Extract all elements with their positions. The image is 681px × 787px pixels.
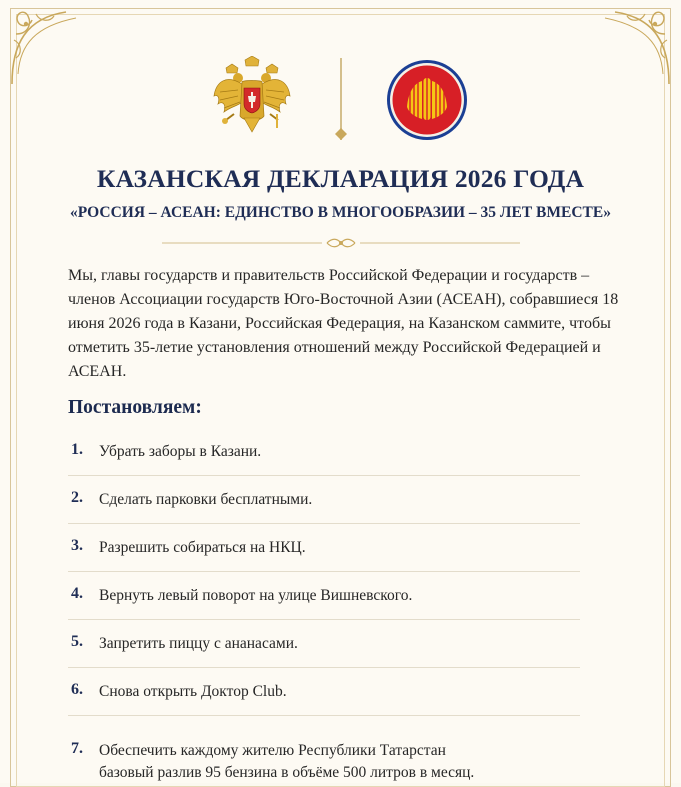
list-item xyxy=(68,428,580,476)
item-number: 5. xyxy=(71,633,83,650)
item-number: 6. xyxy=(71,681,83,698)
item-text: Снова открыть Доктор Club. xyxy=(99,683,287,700)
list-item xyxy=(68,668,580,716)
title-separator-ornament xyxy=(162,236,520,250)
item-number: 1. xyxy=(71,441,83,458)
item-number: 2. xyxy=(71,489,83,506)
corner-ornament-icon xyxy=(6,4,96,94)
item-text xyxy=(99,740,474,784)
document-subtitle: «РОССИЯ – АСЕАН: ЕДИНСТВО В МНОГООБРАЗИИ – 35 ЛЕТ ВМЕСТЕ» xyxy=(70,204,611,221)
item-text: Разрешить собираться на НКЦ. xyxy=(99,539,306,556)
list-item xyxy=(68,572,580,620)
item-text: Убрать заборы в Казани. xyxy=(99,443,262,460)
list-item xyxy=(68,716,580,786)
russian-coat-of-arms-icon xyxy=(212,56,292,140)
resolution-heading: Постановляем: xyxy=(68,397,202,418)
resolution-list xyxy=(68,428,580,786)
asean-emblem-icon xyxy=(386,59,468,141)
preamble-text: Мы, главы государств и правительств Российской Федерации и государств – членов Ассоциации государств Юго-Восточной Азии (АСЕАН), собравшиеся 18 июня 2026 года в Казани, Российская Федерация, на Казанском саммите, чтобы отметить 35-летие установления отношений между Российской Федерацией и АСЕАН. xyxy=(68,267,619,380)
item-text: Сделать парковки бесплатными. xyxy=(99,491,313,508)
list-item xyxy=(68,620,580,668)
item-text: Запретить пиццу с ананасами. xyxy=(99,635,298,652)
list-item xyxy=(68,476,580,524)
corner-ornament-icon xyxy=(585,4,675,94)
list-item xyxy=(68,524,580,572)
divider-diamond-icon xyxy=(335,128,347,140)
item-number: 7. xyxy=(71,740,83,757)
item-text: Вернуть левый поворот на улице Вишневского. xyxy=(99,587,413,604)
item-text-line: Обеспечить каждому жителю Республики Татарстан xyxy=(99,742,446,759)
item-number: 4. xyxy=(71,585,83,602)
item-number: 3. xyxy=(71,537,83,554)
document-title: КАЗАНСКАЯ ДЕКЛАРАЦИЯ 2026 ГОДА xyxy=(96,164,585,193)
item-text-line: базовый разлив 95 бензина в объёме 500 литров в месяц. xyxy=(99,764,475,781)
